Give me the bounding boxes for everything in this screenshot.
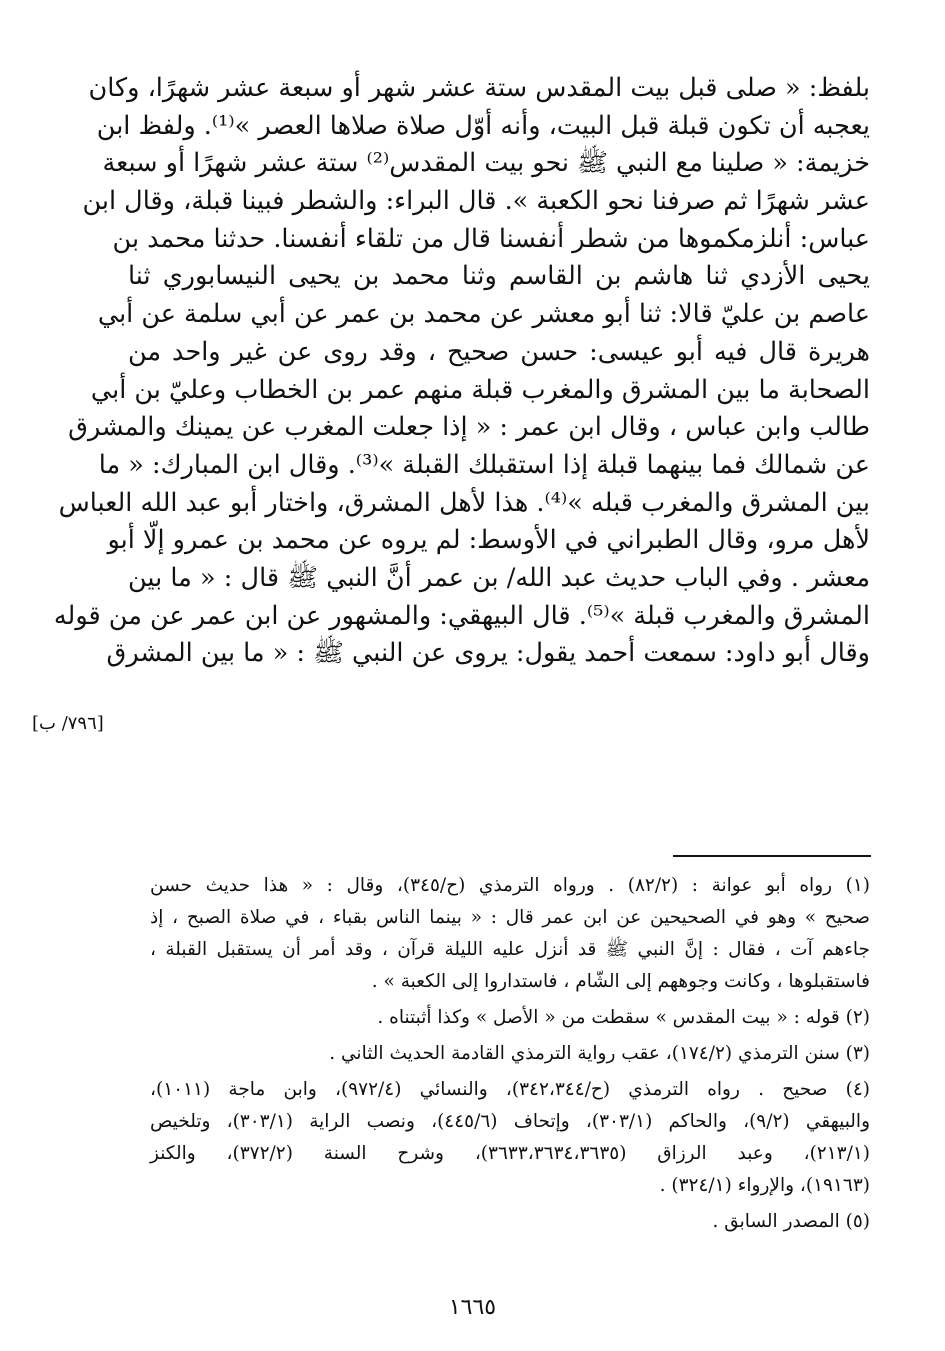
body-line: يحيى الأزدي ثنا هاشم بن القاسم وثنا محمد بن يحيى النيسابوري ثنا [128, 261, 870, 292]
footnote-5 [150, 1206, 870, 1238]
footnote-line: (١) رواه أبو عوانة : (٨٢/٢) . ورواه الترمذي (ح/٣٤٥)، وقال : « هذا حديث حسن [150, 875, 870, 896]
footnote-line: صحيح » وهو في الصحيحين عن ابن عمر قال : « بينما الناس بقباء ، في صلاة الصبح ، إذ [150, 907, 870, 928]
footnote-4 [150, 1074, 870, 1202]
footnote-3 [150, 1038, 870, 1070]
footnote-line: (١٩١٦٣)، والإرواء (٣٢٤/١) . [659, 1175, 870, 1196]
body-line: عاصم بن عليّ قالا: ثنا أبو معشر عن محمد بن عمر عن أبي سلمة عن أبي [97, 299, 870, 330]
margin-folio-note: [٧٩٦/ ب] [32, 713, 104, 734]
body-line: الصحابة ما بين المشرق والمغرب قبلة منهم عمر بن الخطاب وعليّ بن أبي [90, 374, 870, 405]
footnotes [150, 870, 870, 1242]
footnote-line: (٥) المصدر السابق . [712, 1211, 870, 1232]
body-line: معشر . وفي الباب حديث عبد الله/ بن عمر أنَّ النبي ﷺ قال : « ما بين [128, 562, 870, 593]
footnote-line: (٢) قوله : « بيت المقدس » سقطت من « الأصل » وكذا أثبتناه . [377, 1007, 870, 1028]
page-number: ١٦٦٥ [448, 1295, 497, 1320]
footnote-line: (٣) سنن الترمذي (١٧٤/٢)، عقب رواية الترمذي القادمة الحديث الثاني . [329, 1043, 870, 1064]
body-line: عن شمالك فما بينهما قبلة إذا استقبلك القبلة »⁽³⁾. وقال ابن المبارك: « ما [98, 449, 870, 480]
footnote-line: والبيهقي (٩/٢)، والحاكم (٣٠٣/١)، وإتحاف (٤٤٥/٦)، ونصب الراية (٣٠٣/١)، وتلخيص [150, 1111, 871, 1132]
body-line: وقال أبو داود: سمعت أحمد يقول: يروى عن النبي ﷺ : « ما بين المشرق [106, 638, 870, 669]
body-line: المشرق والمغرب قبلة »⁽⁵⁾. قال البيهقي: والمشهور عن ابن عمر عن من قوله [53, 600, 870, 631]
body-line: عباس: أنلزمكموها من شطر أنفسنا قال من تلقاء أنفسنا. حدثنا محمد بن [112, 223, 870, 254]
body-line: بلفظ: « صلى قبل بيت المقدس ستة عشر شهر أو سبعة عشر شهرًا، وكان [88, 73, 870, 103]
body-line: هريرة قال فيه أبو عيسى: حسن صحيح ، وقد روى عن غير واحد من [128, 336, 870, 367]
footnote-separator [673, 855, 871, 857]
footnote-line: (٤) صحيح . رواه الترمذي (ح/٣٤٢،٣٤٤)، والنسائي (٩٧٢/٤)، وابن ماجة (١٠١١)، [150, 1079, 870, 1100]
body-line: عشر شهرًا ثم صرفنا نحو الكعبة ». قال البراء: والشطر فبينا قبلة، وقال ابن [82, 186, 870, 217]
footnote-line: جاءهم آت ، فقال : إنَّ النبي ﷺ قد أنزل عليه الليلة قرآن ، وقد أمر أن يستقبل القبلة ، [150, 939, 870, 960]
main-text [53, 70, 870, 673]
footnote-line: (٢١٣/١)، وعبد الرزاق (٣٦٣٣،٣٦٣٤،٣٦٣٥)، وشرح السنة (٣٧٢/٢)، والكنز [150, 1143, 870, 1164]
body-line: بين المشرق والمغرب قبله »⁽⁴⁾. هذا لأهل المشرق، واختار أبو عبد الله العباس [58, 487, 870, 518]
body-line: خزيمة: « صلينا مع النبي ﷺ نحو بيت المقدس⁽²⁾ ستة عشر شهرًا أو سبعة [102, 148, 870, 179]
footnote-2 [150, 1002, 870, 1034]
body-line: طالب وابن عباس ، وقال ابن عمر : « إذا جعلت المغرب عن يمينك والمشرق [68, 412, 870, 443]
body-line: يعجبه أن تكون قبلة قبل البيت، وأنه أوّل صلاة صلاها العصر »⁽¹⁾. ولفظ ابن [96, 110, 870, 141]
body-line: لأهل مرو، وقال الطبراني في الأوسط: لم يروه عن محمد بن عمرو إلّا أبو [107, 525, 870, 556]
footnote-1 [150, 870, 870, 998]
footnote-line: فاستقبلوها ، وكانت وجوههم إلى الشّام ، فاستداروا إلى الكعبة » . [371, 971, 870, 992]
